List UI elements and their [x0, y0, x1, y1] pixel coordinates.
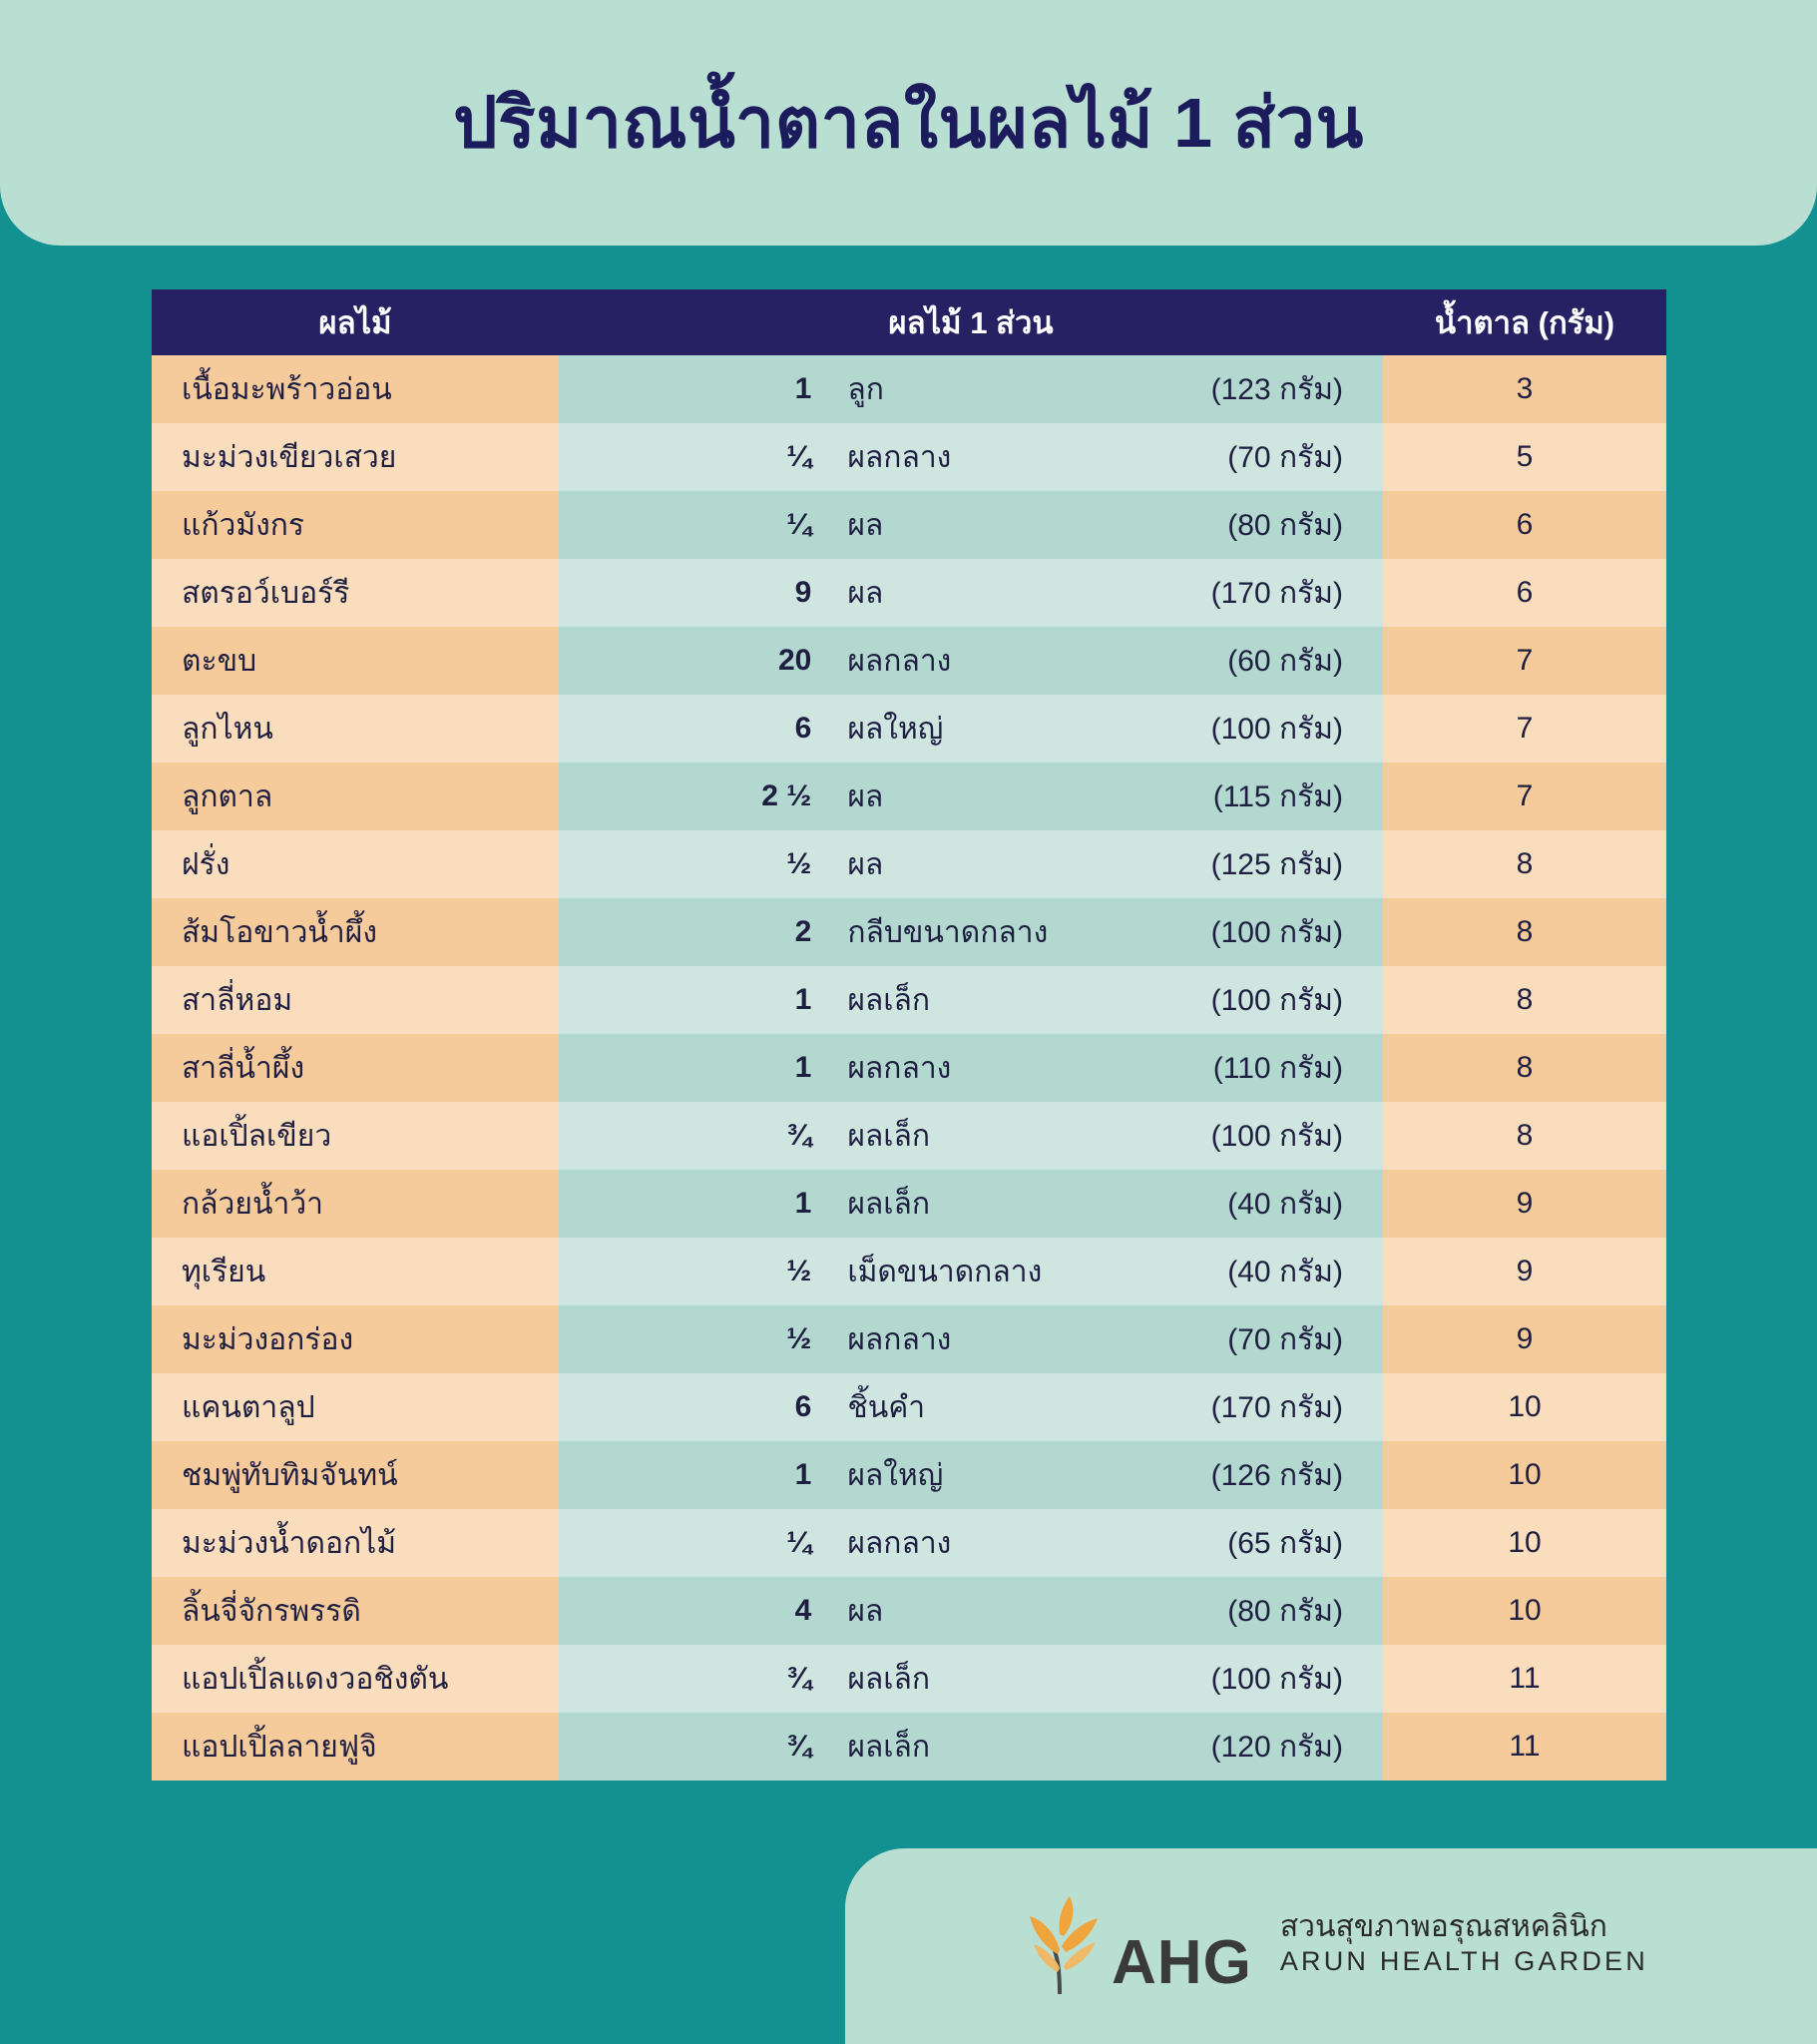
cell-fruit-name: ฝรั่ง [152, 830, 559, 898]
cell-fruit-name: ลูกไหน [152, 695, 559, 763]
cell-portion-amount: ¼ [559, 423, 833, 491]
cell-fruit-name: เนื้อมะพร้าวอ่อน [152, 355, 559, 423]
cell-portion-amount: ½ [559, 1305, 833, 1373]
table-row [152, 1170, 1666, 1238]
cell-portion-unit: ผลใหญ่ [833, 1441, 1108, 1509]
cell-portion-amount: ¼ [559, 491, 833, 559]
table-row [152, 1577, 1666, 1645]
cell-portion-amount: ½ [559, 1238, 833, 1305]
cell-portion-amount: ¼ [559, 1509, 833, 1577]
cell-portion-weight: (70 กรัม) [1109, 1305, 1383, 1373]
table-body [152, 355, 1666, 1781]
sugar-content-table-container [152, 289, 1666, 1781]
cell-fruit-name: มะม่วงอกร่อง [152, 1305, 559, 1373]
cell-fruit-name: แก้วมังกร [152, 491, 559, 559]
cell-sugar-grams: 5 [1383, 423, 1666, 491]
cell-portion-amount: 1 [559, 1034, 833, 1102]
cell-sugar-grams: 10 [1383, 1373, 1666, 1441]
cell-portion-weight: (60 กรัม) [1109, 627, 1383, 695]
cell-sugar-grams: 10 [1383, 1441, 1666, 1509]
cell-portion-weight: (70 กรัม) [1109, 423, 1383, 491]
cell-portion-amount: 2 ½ [559, 763, 833, 830]
logo-block [1014, 1894, 1252, 1998]
cell-portion-weight: (170 กรัม) [1109, 1373, 1383, 1441]
table-row [152, 1373, 1666, 1441]
cell-portion-amount: ½ [559, 830, 833, 898]
cell-portion-unit: ผลกลาง [833, 627, 1108, 695]
cell-portion-unit: กลีบขนาดกลาง [833, 898, 1108, 966]
table-row [152, 695, 1666, 763]
cell-portion-unit: ลูก [833, 355, 1108, 423]
table-row [152, 491, 1666, 559]
cell-fruit-name: แอปเปิ้ลแดงวอชิงตัน [152, 1645, 559, 1713]
table-row [152, 559, 1666, 627]
cell-portion-unit: ผลเล็ก [833, 1102, 1108, 1170]
sugar-content-table [152, 289, 1666, 1781]
brand-name-th: สวนสุขภาพอรุณสหคลินิก [1279, 1909, 1607, 1943]
cell-fruit-name: สาลี่หอม [152, 966, 559, 1034]
cell-portion-unit: ผล [833, 1577, 1108, 1645]
cell-fruit-name: แอปเปิ้ลลายฟูจิ [152, 1713, 559, 1781]
cell-fruit-name: ทุเรียน [152, 1238, 559, 1305]
cell-portion-weight: (100 กรัม) [1109, 1102, 1383, 1170]
table-row [152, 1441, 1666, 1509]
cell-sugar-grams: 9 [1383, 1305, 1666, 1373]
header-banner [0, 0, 1817, 246]
cell-portion-amount: 4 [559, 1577, 833, 1645]
cell-portion-amount: 6 [559, 1373, 833, 1441]
cell-sugar-grams: 7 [1383, 763, 1666, 830]
column-header-fruit: ผลไม้ [152, 289, 559, 355]
cell-portion-unit: ผลกลาง [833, 1509, 1108, 1577]
brand-name-en: ARUN HEALTH GARDEN [1279, 1945, 1648, 1976]
table-row [152, 1713, 1666, 1781]
cell-fruit-name: มะม่วงเขียวเสวย [152, 423, 559, 491]
cell-portion-weight: (100 กรัม) [1109, 898, 1383, 966]
cell-portion-unit: ผลเล็ก [833, 966, 1108, 1034]
cell-portion-unit: ผล [833, 491, 1108, 559]
cell-fruit-name: ลิ้นจี่จักรพรรดิ [152, 1577, 559, 1645]
cell-portion-weight: (100 กรัม) [1109, 966, 1383, 1034]
cell-portion-unit: ผลเล็ก [833, 1713, 1108, 1781]
table-row [152, 423, 1666, 491]
table-row [152, 1509, 1666, 1577]
cell-portion-weight: (110 กรัม) [1109, 1034, 1383, 1102]
cell-portion-unit: ผล [833, 559, 1108, 627]
footer-logo-panel [845, 1848, 1817, 2044]
cell-portion-amount: 2 [559, 898, 833, 966]
column-header-portion: ผลไม้ 1 ส่วน [559, 289, 1383, 355]
cell-sugar-grams: 11 [1383, 1645, 1666, 1713]
cell-portion-amount: 6 [559, 695, 833, 763]
cell-portion-weight: (100 กรัม) [1109, 1645, 1383, 1713]
page-title: ปริมาณน้ำตาลในผลไม้ 1 ส่วน [453, 83, 1364, 162]
cell-portion-unit: ผลกลาง [833, 1305, 1108, 1373]
cell-sugar-grams: 8 [1383, 1102, 1666, 1170]
cell-portion-weight: (40 กรัม) [1109, 1170, 1383, 1238]
cell-fruit-name: แอเปิ้ลเขียว [152, 1102, 559, 1170]
leaf-icon [1014, 1894, 1106, 1998]
cell-portion-unit: ผลกลาง [833, 1034, 1108, 1102]
cell-sugar-grams: 6 [1383, 559, 1666, 627]
cell-portion-unit: ชิ้นคำ [833, 1373, 1108, 1441]
table-row [152, 1645, 1666, 1713]
table-row [152, 1034, 1666, 1102]
cell-portion-amount: 1 [559, 966, 833, 1034]
cell-portion-unit: ผลเล็ก [833, 1645, 1108, 1713]
cell-portion-amount: 20 [559, 627, 833, 695]
cell-portion-weight: (120 กรัม) [1109, 1713, 1383, 1781]
cell-sugar-grams: 9 [1383, 1238, 1666, 1305]
cell-sugar-grams: 7 [1383, 695, 1666, 763]
table-row [152, 1305, 1666, 1373]
cell-portion-amount: 9 [559, 559, 833, 627]
table-header-row [152, 289, 1666, 355]
table-row [152, 1102, 1666, 1170]
cell-portion-amount: ¾ [559, 1645, 833, 1713]
cell-portion-weight: (65 กรัม) [1109, 1509, 1383, 1577]
cell-fruit-name: ลูกตาล [152, 763, 559, 830]
cell-portion-weight: (170 กรัม) [1109, 559, 1383, 627]
table-row [152, 830, 1666, 898]
cell-sugar-grams: 10 [1383, 1577, 1666, 1645]
cell-portion-amount: ¾ [559, 1102, 833, 1170]
cell-sugar-grams: 8 [1383, 830, 1666, 898]
cell-portion-unit: ผล [833, 763, 1108, 830]
column-header-sugar: น้ำตาล (กรัม) [1383, 289, 1666, 355]
cell-portion-amount: 1 [559, 1170, 833, 1238]
cell-portion-weight: (80 กรัม) [1109, 1577, 1383, 1645]
cell-sugar-grams: 8 [1383, 1034, 1666, 1102]
cell-portion-weight: (115 กรัม) [1109, 763, 1383, 830]
cell-sugar-grams: 8 [1383, 966, 1666, 1034]
cell-fruit-name: ส้มโอขาวน้ำผึ้ง [152, 898, 559, 966]
cell-fruit-name: แคนตาลูป [152, 1373, 559, 1441]
cell-fruit-name: สตรอว์เบอร์รี [152, 559, 559, 627]
cell-sugar-grams: 10 [1383, 1509, 1666, 1577]
cell-portion-unit: ผลกลาง [833, 423, 1108, 491]
cell-portion-amount: ¾ [559, 1713, 833, 1781]
cell-sugar-grams: 11 [1383, 1713, 1666, 1781]
cell-portion-weight: (126 กรัม) [1109, 1441, 1383, 1509]
brand-names [1270, 1909, 1648, 1983]
cell-portion-unit: ผลใหญ่ [833, 695, 1108, 763]
table-row [152, 898, 1666, 966]
cell-portion-weight: (125 กรัม) [1109, 830, 1383, 898]
cell-portion-unit: เม็ดขนาดกลาง [833, 1238, 1108, 1305]
logo-acronym: AHG [1112, 1928, 1252, 1997]
cell-sugar-grams: 6 [1383, 491, 1666, 559]
cell-portion-weight: (100 กรัม) [1109, 695, 1383, 763]
cell-sugar-grams: 9 [1383, 1170, 1666, 1238]
table-row [152, 763, 1666, 830]
cell-fruit-name: ชมพู่ทับทิมจันทน์ [152, 1441, 559, 1509]
table-row [152, 966, 1666, 1034]
cell-sugar-grams: 8 [1383, 898, 1666, 966]
cell-fruit-name: มะม่วงน้ำดอกไม้ [152, 1509, 559, 1577]
cell-fruit-name: สาลี่น้ำผึ้ง [152, 1034, 559, 1102]
table-row [152, 355, 1666, 423]
cell-sugar-grams: 7 [1383, 627, 1666, 695]
table-row [152, 627, 1666, 695]
cell-portion-weight: (80 กรัม) [1109, 491, 1383, 559]
cell-fruit-name: กล้วยน้ำว้า [152, 1170, 559, 1238]
cell-portion-unit: ผลเล็ก [833, 1170, 1108, 1238]
cell-portion-weight: (123 กรัม) [1109, 355, 1383, 423]
cell-portion-unit: ผล [833, 830, 1108, 898]
table-header [152, 289, 1666, 355]
cell-portion-amount: 1 [559, 355, 833, 423]
cell-sugar-grams: 3 [1383, 355, 1666, 423]
cell-portion-weight: (40 กรัม) [1109, 1238, 1383, 1305]
cell-fruit-name: ตะขบ [152, 627, 559, 695]
cell-portion-amount: 1 [559, 1441, 833, 1509]
table-row [152, 1238, 1666, 1305]
